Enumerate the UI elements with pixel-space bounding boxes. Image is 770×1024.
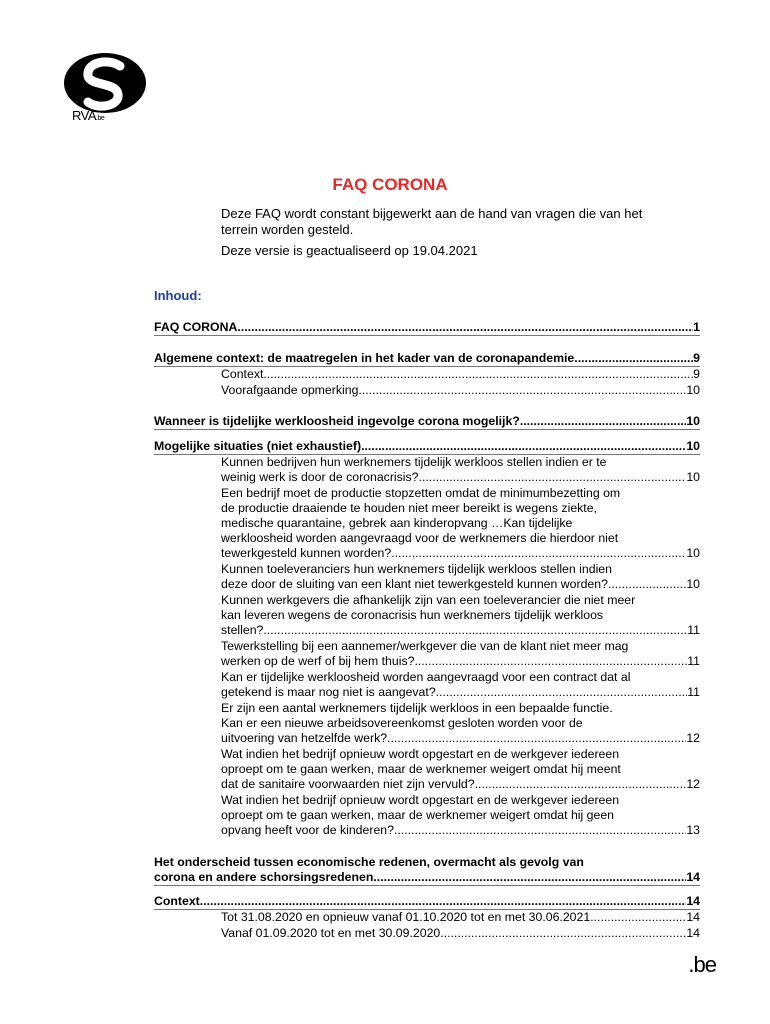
toc-entry-q9-line[interactable]: Wat indien het bedrijf opnieuw wordt opgestart en de werkgever iedereen <box>221 793 620 807</box>
toc-entry-q5-line[interactable]: Tewerkstelling bij een aannemer/werkgever die van de klant niet meer mag <box>221 639 629 653</box>
toc-entry-wanneer[interactable]: Wanneer is tijdelijke werkloosheid ingevolge corona mogelijk? ..... 10 <box>154 414 700 430</box>
toc-entry-q2[interactable]: tewerkgesteld kunnen worden? ..... 10 <box>221 546 700 561</box>
be-logo: .be <box>688 952 716 977</box>
logo-text: RVA.be <box>72 108 105 123</box>
toc-entry-q7-line[interactable]: Kan er een nieuwe arbeidsovereenkomst gesloten worden voor de <box>221 716 583 730</box>
toc-heading: Inhoud: <box>154 288 202 303</box>
toc-entry-vanaf[interactable]: Vanaf 01.09.2020 tot en met 30.09.2020 ..... 14 <box>221 926 700 941</box>
toc-entry-onderscheid[interactable]: corona en andere schorsingsredenen ..... 14 <box>154 870 700 886</box>
toc-entry-q3[interactable]: deze door de sluiting van een klant niet tewerkgesteld kunnen worden? ..... 10 <box>221 577 700 592</box>
toc-entry-q2-line[interactable]: de productie draaiende te houden niet meer bereikt is wegens ziekte, <box>221 501 597 515</box>
toc-entry-voorafgaande-opmerking[interactable]: Voorafgaande opmerking ..... 10 <box>221 383 700 398</box>
toc-entry-mogelijke-situaties[interactable]: Mogelijke situaties (niet exhaustief) ..... 10 <box>154 439 700 455</box>
toc-entry-q4-line[interactable]: Kunnen werkgevers die afhankelijk zijn van een toeleverancier die niet meer <box>221 593 636 607</box>
toc-entry-algemene-context[interactable]: Algemene context: de maatregelen in het kader van de coronapandemie ..... 9 <box>154 351 700 367</box>
toc-entry-q8-line[interactable]: oproept om te gaan werken, maar de werknemer weigert omdat hij meent <box>221 762 621 776</box>
toc-entry-q1[interactable]: weinig werk is door de coronacrisis? ..... 10 <box>221 470 700 485</box>
toc-entry-q9-line[interactable]: oproept om te gaan werken, maar de werknemer weigert omdat hij geen <box>221 808 615 822</box>
toc-entry-q2-line[interactable]: medische quarantaine, gebrek aan kinderopvang …Kan tijdelijke <box>221 516 573 530</box>
toc-entry-q8[interactable]: dat de sanitaire voorwaarden niet zijn vervuld? ..... 12 <box>221 777 700 792</box>
toc-entry-onderscheid-line[interactable]: Het onderscheid tussen economische redenen, overmacht als gevolg van <box>154 855 584 869</box>
toc-entry-context[interactable]: Context ..... 9 <box>221 367 700 382</box>
toc-entry-faq-corona[interactable]: FAQ CORONA ..... 1 <box>154 320 700 336</box>
toc-entry-q9[interactable]: opvang heeft voor de kinderen? ..... 13 <box>221 823 700 838</box>
toc-entry-q8-line[interactable]: Wat indien het bedrijf opnieuw wordt opgestart en de werkgever iedereen <box>221 747 620 761</box>
toc-entry-q4[interactable]: stellen? ..... 11 <box>221 623 700 638</box>
toc-entry-q5[interactable]: werken op de werf of bij hem thuis? ..... 11 <box>221 654 700 669</box>
page-title: FAQ CORONA <box>332 175 448 194</box>
toc-entry-q6-line[interactable]: Kan er tijdelijke werkloosheid worden aangevraagd voor een contract dat al <box>221 670 631 684</box>
toc-entry-tot[interactable]: Tot 31.08.2020 en opnieuw vanaf 01.10.2020 tot en met 30.06.2021 ..... 14 <box>221 910 700 925</box>
toc-entry-q4-line[interactable]: kan leveren wegens de coronacrisis hun werknemers tijdelijk werkloos <box>221 608 604 622</box>
toc-entry-q2-line[interactable]: werkloosheid worden aangevraagd voor de werknemers die hierdoor niet <box>221 531 619 545</box>
version-text: Deze versie is geactualiseerd op 19.04.2021 <box>221 243 478 258</box>
toc-entry-context-section[interactable]: Context ..... 14 <box>154 894 700 910</box>
toc-entry-q7-line[interactable]: Er zijn een aantal werknemers tijdelijk werkloos in een bepaalde functie. <box>221 701 613 715</box>
toc-entry-q1-line[interactable]: Kunnen bedrijven hun werknemers tijdelijk werkloos stellen indien er te <box>221 455 607 469</box>
toc-entry-q3-line[interactable]: Kunnen toeleveranciers hun werknemers tijdelijk werkloos stellen indien <box>221 562 612 576</box>
toc-entry-q2-line[interactable]: Een bedrijf moet de productie stopzetten omdat de minimumbezetting om <box>221 486 621 500</box>
intro-text: Deze FAQ wordt constant bijgewerkt aan de hand van vragen die van het terrein worden gesteld. <box>221 206 643 237</box>
toc-entry-q7[interactable]: uitvoering van hetzelfde werk? ..... 12 <box>221 731 700 746</box>
toc-entry-q6[interactable]: getekend is maar nog niet is aangevat? ..... 11 <box>221 685 700 700</box>
